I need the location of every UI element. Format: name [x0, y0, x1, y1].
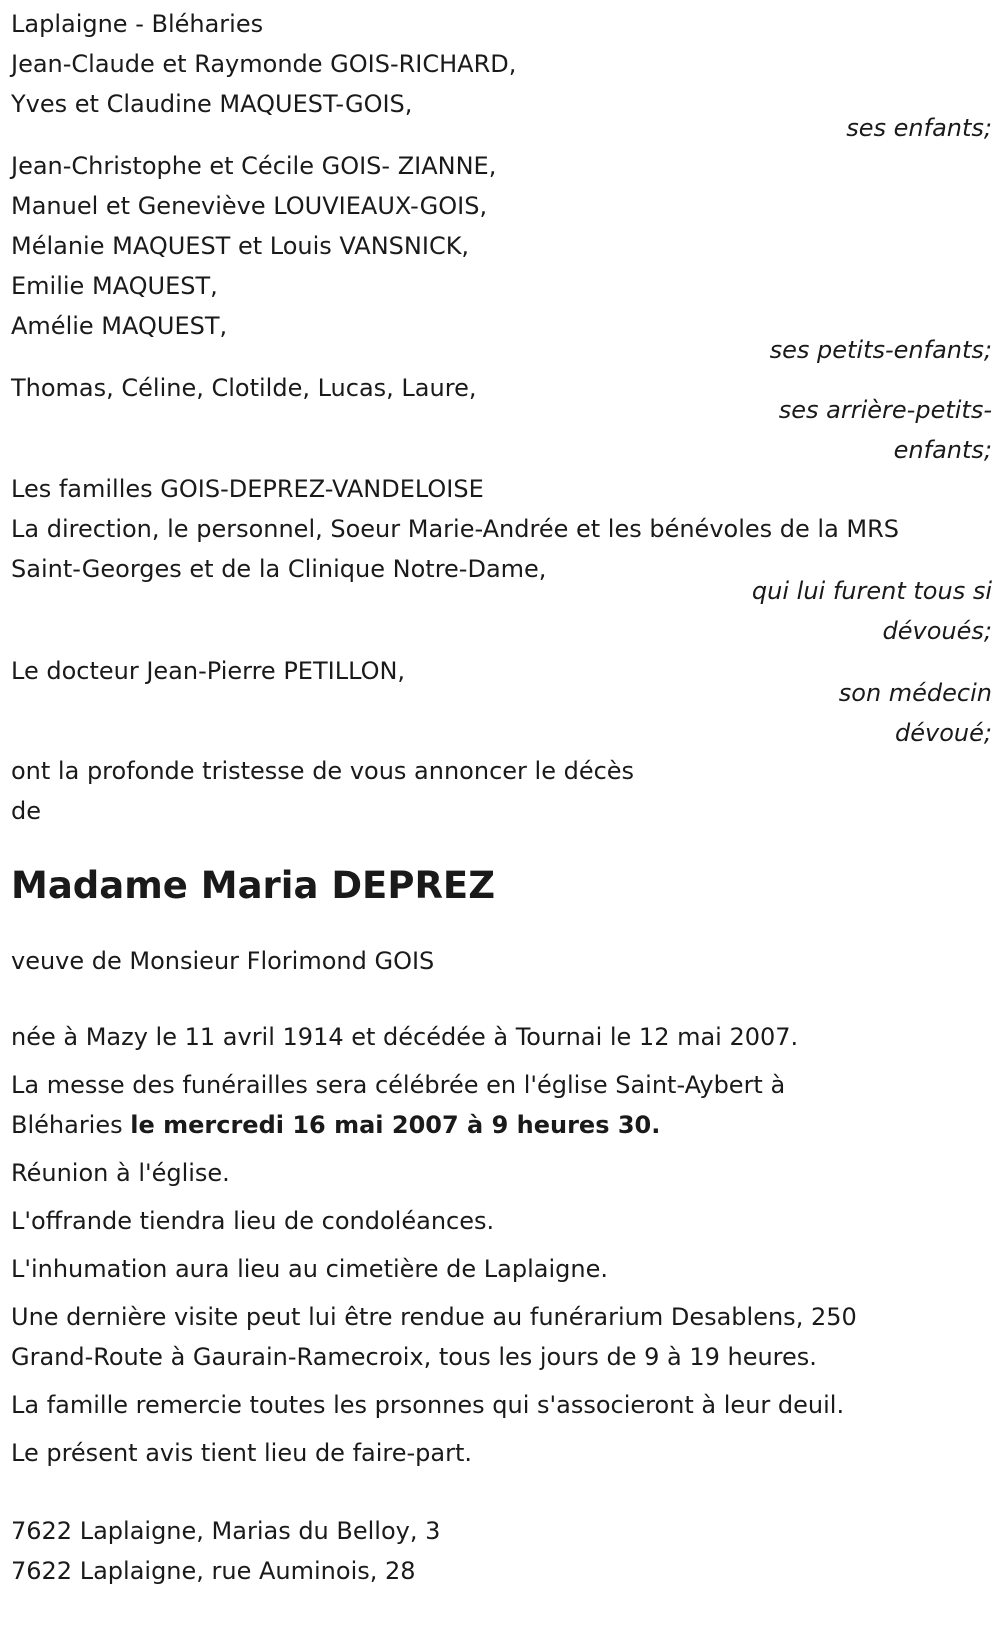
doctor-name: Le docteur Jean-Pierre PETILLON, [11, 657, 406, 685]
place-header: Laplaigne - Bléharies [11, 10, 264, 38]
announcement-line: ont la profonde tristesse de vous annoncer le décès [11, 757, 635, 785]
announcement-line: de [11, 797, 41, 825]
grandchild-name: Mélanie MAQUEST et Louis VANSNICK, [11, 232, 470, 260]
burial: L'inhumation aura lieu au cimetière de Laplaigne. [11, 1255, 608, 1283]
grandchildren-group [11, 146, 996, 370]
addresses-group [11, 1511, 996, 1591]
born-died: née à Mazy le 11 avril 1914 et décédée à Tournai le 12 mai 2007. [11, 1023, 799, 1051]
doctor-role-line1: son médecin [838, 679, 992, 707]
families-group [11, 469, 996, 651]
doctor-role-line2: dévoué; [895, 719, 992, 747]
announcement-group [11, 751, 996, 831]
mass-line: La messe des funérailles sera célébrée en l'église Saint-Aybert à [11, 1071, 786, 1099]
families-line: Les familles GOIS-DEPREZ-VANDELOISE [11, 475, 484, 503]
child-name: Jean-Claude et Raymonde GOIS-RICHARD, [11, 50, 517, 78]
address: 7622 Laplaigne, rue Auminois, 28 [11, 1557, 416, 1585]
children-role: ses enfants; [846, 114, 992, 142]
great-grandchildren-role-line1: ses arrière-petits- [778, 396, 992, 424]
visit-line: Grand-Route à Gaurain-Ramecroix, tous les jours de 9 à 19 heures. [11, 1343, 817, 1371]
thanks: La famille remercie toutes les prsonnes qui s'associeront à leur deuil. [11, 1391, 845, 1419]
address: 7622 Laplaigne, Marias du Belloy, 3 [11, 1517, 441, 1545]
families-role-line1: qui lui furent tous si [751, 577, 992, 605]
grandchild-name: Amélie MAQUEST, [11, 312, 228, 340]
visit-line: Une dernière visite peut lui être rendue au funérarium Desablens, 250 [11, 1303, 857, 1331]
grandchildren-role: ses petits-enfants; [769, 336, 992, 364]
families-role-line2: dévoués; [882, 617, 992, 645]
widow-of: veuve de Monsieur Florimond GOIS [11, 947, 435, 975]
grandchild-name: Jean-Christophe et Cécile GOIS- ZIANNE, [11, 152, 497, 180]
families-line: La direction, le personnel, Soeur Marie-Andrée et les bénévoles de la MRS [11, 515, 900, 543]
offering: L'offrande tiendra lieu de condoléances. [11, 1207, 495, 1235]
mass-date: le mercredi 16 mai 2007 à 9 heures 30. [130, 1111, 661, 1139]
grandchild-name: Emilie MAQUEST, [11, 272, 218, 300]
families-line: Saint-Georges et de la Clinique Notre-Dame, [11, 555, 547, 583]
notice: Le présent avis tient lieu de faire-part. [11, 1439, 473, 1467]
child-name: Yves et Claudine MAQUEST-GOIS, [11, 90, 413, 118]
great-grandchildren-group [11, 368, 996, 470]
deceased-name: Madame Maria DEPREZ [11, 864, 496, 907]
great-grandchildren-role-line2: enfants; [893, 436, 992, 464]
doctor-group [11, 651, 996, 753]
children-group [11, 44, 996, 148]
obituary-notice [11, 4, 996, 1591]
great-grandchildren-names: Thomas, Céline, Clotilde, Lucas, Laure, [11, 374, 477, 402]
details-group [11, 1017, 996, 1473]
meeting: Réunion à l'église. [11, 1159, 230, 1187]
mass-place: Bléharies [11, 1111, 131, 1139]
mass-line [11, 1105, 996, 1145]
grandchild-name: Manuel et Geneviève LOUVIEAUX-GOIS, [11, 192, 488, 220]
